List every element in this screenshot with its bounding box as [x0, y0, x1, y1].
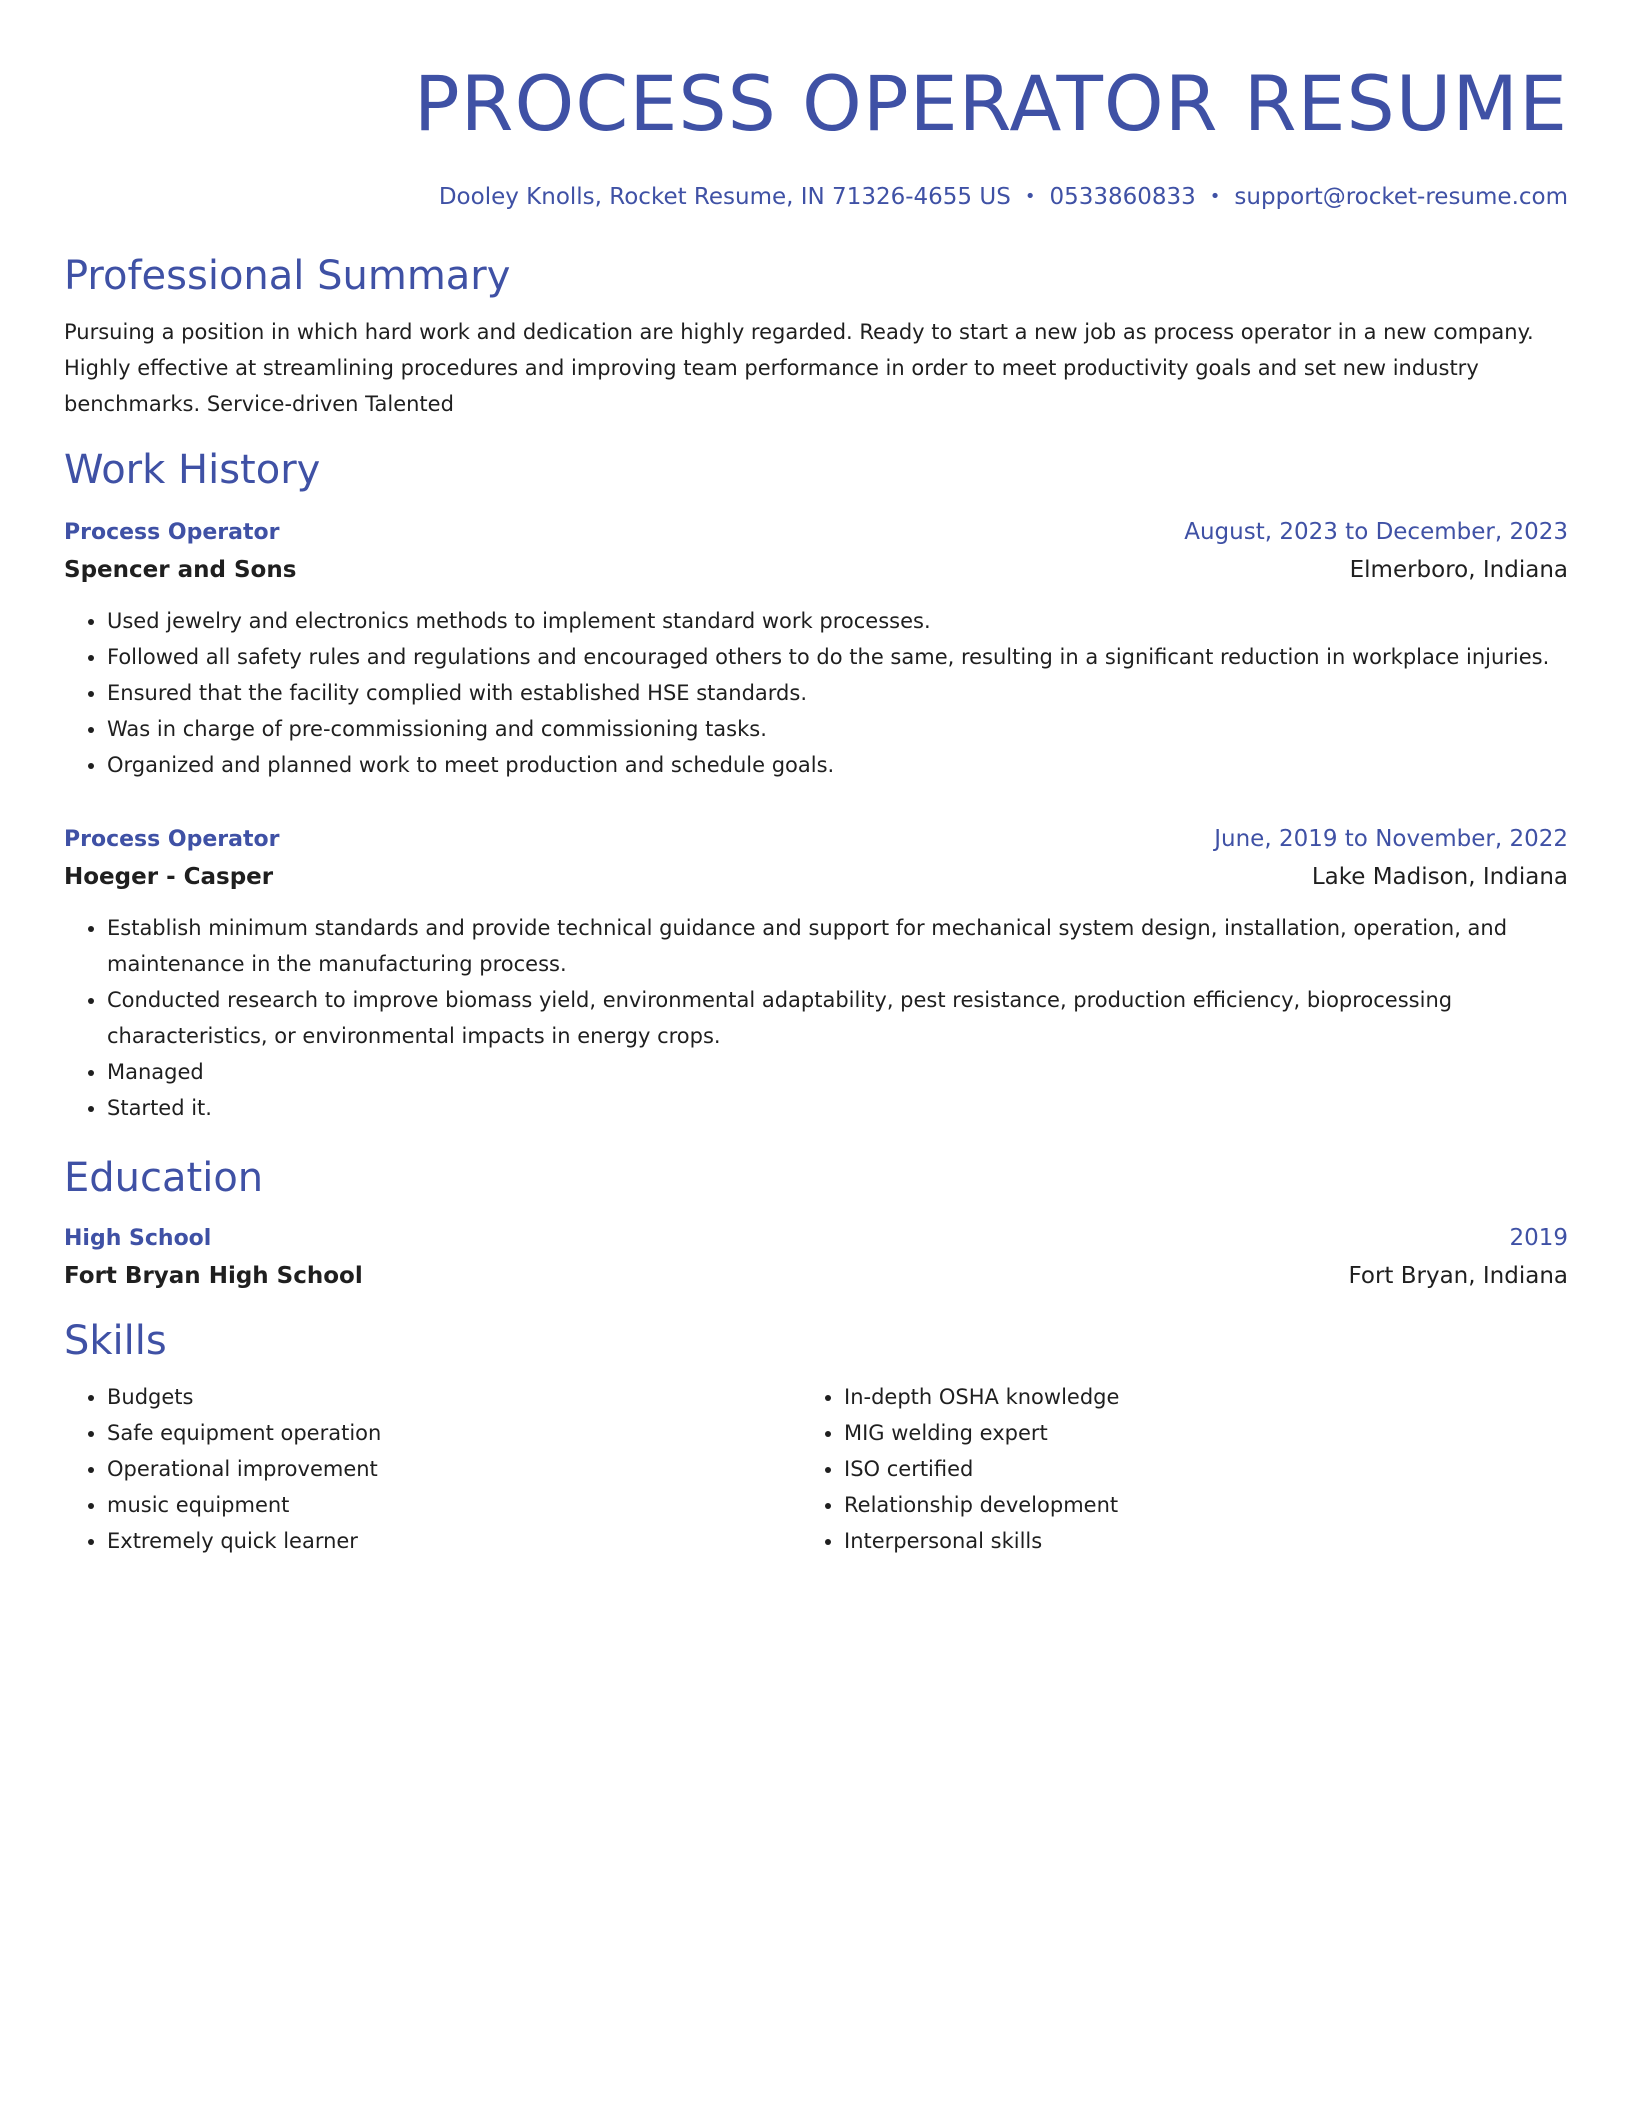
skills-list [64, 1379, 1568, 1559]
job-bullet: • Organized and planned work to meet production and schedule goals. [107, 747, 1568, 783]
job-entry [64, 514, 1568, 783]
job-company-row [64, 858, 1568, 896]
summary-text: Pursuing a position in which hard work and dedication are highly regarded. Ready to start a new job as process operator in a new company. Highly effective at streamlining procedures and improving team performance in order to meet productivity goals and set new industry benchmarks. Service-driven Talented [64, 320, 1534, 416]
skill-item: • MIG welding expert [844, 1415, 1538, 1451]
job-entry [64, 821, 1568, 1126]
job-dates: June, 2019 to November, 2022 [1214, 826, 1568, 852]
education-location: Fort Bryan, Indiana [1348, 1263, 1568, 1289]
contact-email: support@rocket-resume.com [1234, 184, 1568, 210]
skill-item: • Relationship development [844, 1487, 1538, 1523]
skill-item: • music equipment [107, 1487, 801, 1523]
job-bullets [64, 603, 1568, 783]
skill-item: • ISO certified [844, 1451, 1538, 1487]
job-bullets [64, 910, 1568, 1126]
contact-phone: 0533860833 [1049, 184, 1196, 210]
skill-item: • Budgets [107, 1379, 801, 1415]
summary-heading: Professional Summary [64, 253, 511, 299]
job-company-row [64, 551, 1568, 589]
skills-column-right [801, 1379, 1538, 1559]
skill-item: • Safe equipment operation [107, 1415, 801, 1451]
education-degree: High School [64, 1226, 212, 1251]
education-school: Fort Bryan High School [64, 1263, 363, 1289]
job-bullet: • Ensured that the facility complied with established HSE standards. [107, 675, 1568, 711]
education-heading: Education [64, 1155, 264, 1201]
job-bullet: • Used jewelry and electronics methods to implement standard work processes. [107, 603, 1568, 639]
education-year: 2019 [1509, 1225, 1568, 1251]
job-bullet: • Conducted research to improve biomass yield, environmental adaptability, pest resistance, production efficiency, bioprocessing characteristics, or environmental impacts in energy crops. [107, 982, 1568, 1054]
job-bullet: • Was in charge of pre-commissioning and commissioning tasks. [107, 711, 1568, 747]
job-bullet: • Started it. [107, 1090, 1568, 1126]
job-bullet: • Establish minimum standards and provide technical guidance and support for mechanical system design, installation, operation, and maintenance in the manufacturing process. [107, 910, 1568, 982]
education-header-row [64, 1220, 1568, 1257]
job-bullet: • Managed [107, 1054, 1568, 1090]
skills-column-left [64, 1379, 801, 1559]
job-bullet: • Followed all safety rules and regulations and encouraged others to do the same, resulting in a significant reduction in workplace injuries. [107, 639, 1568, 675]
job-role: Process Operator [64, 520, 280, 545]
education-school-row [64, 1257, 1568, 1295]
resume-title: PROCESS OPERATOR RESUME [413, 59, 1568, 148]
job-dates: August, 2023 to December, 2023 [1184, 519, 1568, 545]
job-location: Lake Madison, Indiana [1311, 864, 1568, 890]
contact-separator: • [1024, 186, 1036, 207]
work-history-heading: Work History [64, 447, 321, 493]
job-company: Spencer and Sons [64, 557, 297, 583]
contact-address: Dooley Knolls, Rocket Resume, IN 71326-4655 US [438, 184, 1011, 210]
job-location: Elmerboro, Indiana [1349, 557, 1568, 583]
skill-item: • Extremely quick learner [107, 1523, 801, 1559]
skills-heading: Skills [64, 1318, 167, 1364]
skill-item: • In-depth OSHA knowledge [844, 1379, 1538, 1415]
education-entry [64, 1220, 1568, 1295]
job-company: Hoeger - Casper [64, 864, 274, 890]
contact-line [64, 180, 1568, 216]
job-header-row [64, 514, 1568, 551]
contact-separator: • [1209, 186, 1221, 207]
job-header-row [64, 821, 1568, 858]
job-role: Process Operator [64, 827, 280, 852]
skill-item: • Interpersonal skills [844, 1523, 1538, 1559]
skill-item: • Operational improvement [107, 1451, 801, 1487]
